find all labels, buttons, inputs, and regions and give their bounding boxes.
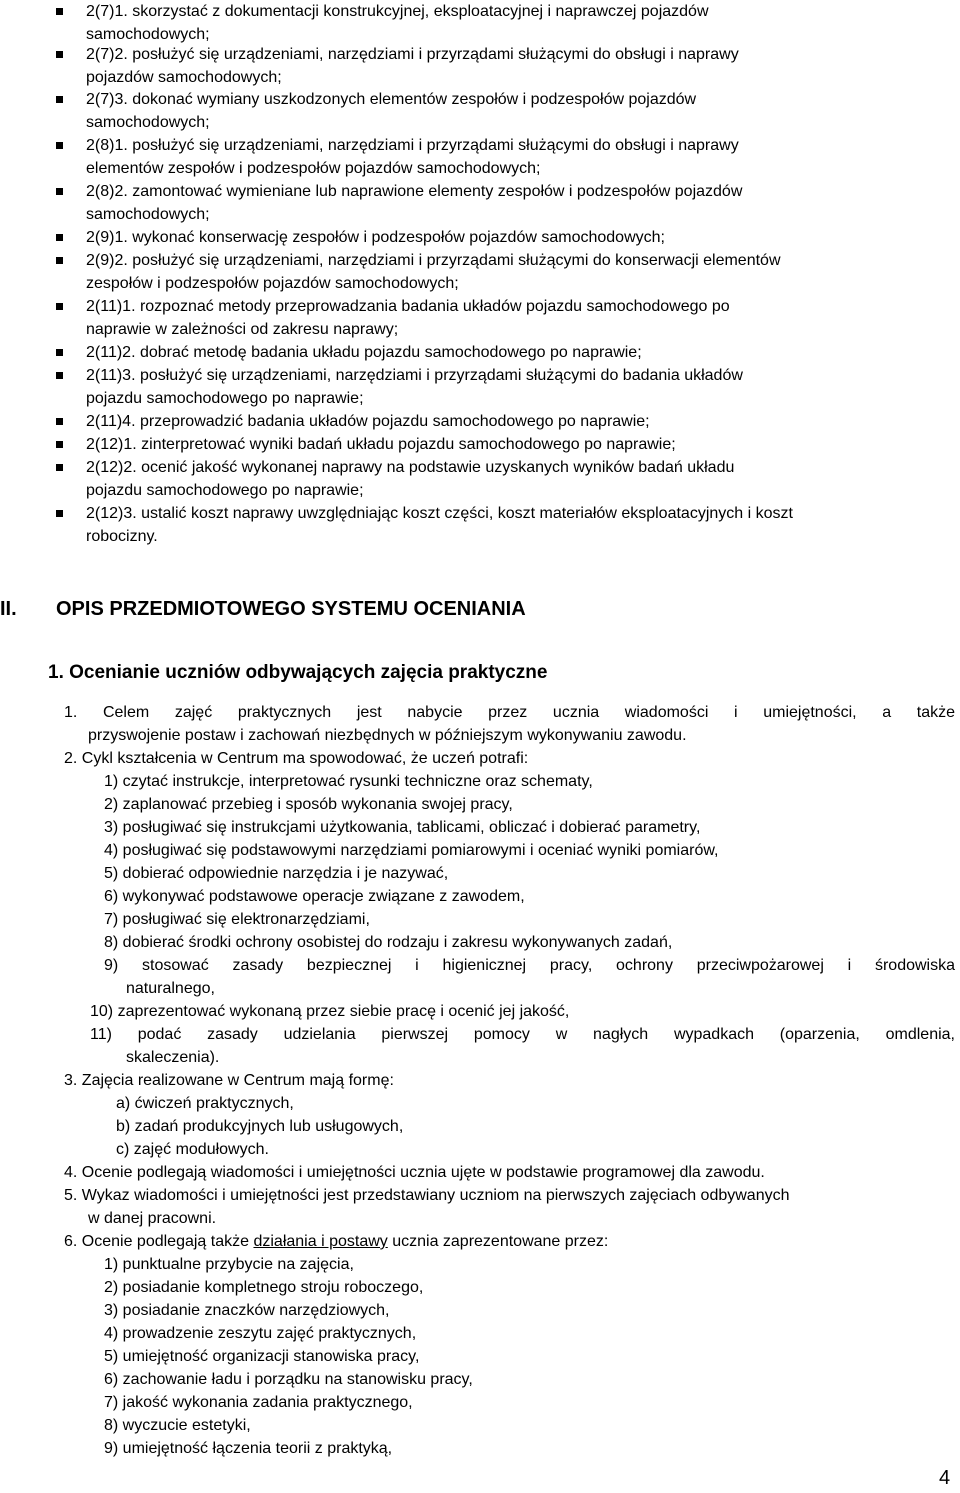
list-item: 6) zachowanie ładu i porządku na stanowisku pracy,	[104, 1371, 473, 1388]
square-bullet-icon	[56, 188, 63, 195]
list-item: 8) dobierać środki ochrony osobistej do rodzaju i zakresu wykonywanych zadań,	[104, 934, 673, 951]
bullet-text: 2(11)2. dobrać metodę badania układu pojazdu samochodowego po naprawie;	[86, 344, 642, 361]
bullet-text: naprawie w zależności od zakresu naprawy;	[86, 321, 399, 338]
square-bullet-icon	[56, 349, 63, 356]
bullet-item	[86, 456, 954, 502]
square-bullet-icon	[56, 418, 63, 425]
bullet-text: 2(12)1. zinterpretować wyniki badań układu pojazdu samochodowego po naprawie;	[86, 436, 676, 453]
list-item-continuation: skaleczenia).	[126, 1049, 220, 1066]
bullet-item	[86, 433, 954, 456]
list-item: 2) posiadanie kompletnego stroju roboczego,	[104, 1279, 424, 1296]
list-item: 4) prowadzenie zeszytu zajęć praktycznych,	[104, 1325, 417, 1342]
list-item: 5) dobierać odpowiednie narzędzia i je nazywać,	[104, 865, 449, 882]
paragraph-1-line-2: przyswojenie postaw i zachowań niezbędnych w późniejszym wykonywaniu zawodu.	[88, 727, 687, 744]
bullet-text: elementów zespołów i podzespołów pojazdów samochodowych;	[86, 160, 541, 177]
list-item: 3) posługiwać się instrukcjami użytkowania, tablicami, obliczać i dobierać parametry,	[104, 819, 701, 836]
paragraph-5-line-2: w danej pracowni.	[88, 1210, 217, 1227]
bullet-item	[86, 410, 954, 433]
bullet-text: robocizny.	[86, 528, 158, 545]
square-bullet-icon	[56, 234, 63, 241]
paragraph-6-end: ucznia zaprezentowane przez:	[387, 1233, 609, 1250]
section-number: II.	[0, 598, 17, 620]
square-bullet-icon	[56, 257, 63, 264]
square-bullet-icon	[56, 8, 63, 15]
paragraph-2: 2. Cykl kształcenia w Centrum ma spowodować, że uczeń potrafi:	[64, 750, 529, 767]
list-item: 9) stosować zasady bezpiecznej i higienicznej pracy, ochrony przeciwpożarowej i środowiska	[104, 957, 955, 974]
bullet-text: 2(11)1. rozpoznać metody przeprowadzania badania układów pojazdu samochodowego po	[86, 298, 730, 315]
bullet-item	[86, 226, 954, 249]
bullet-text: 2(8)1. posłużyć się urządzeniami, narzędziami i przyrządami służącymi do obsługi i naprawy	[86, 137, 739, 154]
list-item: 3) posiadanie znaczków narzędziowych,	[104, 1302, 390, 1319]
square-bullet-icon	[56, 96, 63, 103]
bullet-text: 2(11)3. posłużyć się urządzeniami, narzędziami i przyrządami służącymi do badania układów	[86, 367, 743, 384]
paragraph-6-underlined: działania i postawy	[253, 1233, 388, 1250]
bullet-text: 2(7)2. posłużyć się urządzeniami, narzędziami i przyrządami służącymi do obsługi i naprawy	[86, 46, 739, 63]
bullet-item	[86, 0, 954, 46]
bullet-text: 2(7)3. dokonać wymiany uszkodzonych elementów zespołów i podzespołów pojazdów	[86, 91, 697, 108]
bullet-item	[86, 364, 954, 410]
list-item: 2) zaplanować przebieg i sposób wykonania swojej pracy,	[104, 796, 513, 813]
list-item: 1) punktualne przybycie na zajęcia,	[104, 1256, 354, 1273]
bullet-text: zespołów i podzespołów pojazdów samochodowych;	[86, 275, 459, 292]
square-bullet-icon	[56, 441, 63, 448]
square-bullet-icon	[56, 372, 63, 379]
bullet-item	[86, 180, 954, 226]
square-bullet-icon	[56, 142, 63, 149]
list-item: 7) posługiwać się elektronarzędziami,	[104, 911, 370, 928]
bullet-text: 2(7)1. skorzystać z dokumentacji konstrukcyjnej, eksploatacyjnej i naprawczej pojazdów	[86, 3, 709, 20]
paragraph-6-start: 6. Ocenie podlegają także	[64, 1233, 254, 1250]
square-bullet-icon	[56, 464, 63, 471]
paragraph-5-line-1: 5. Wykaz wiadomości i umiejętności jest przedstawiany uczniom na pierwszych zajęciach odbywanych	[64, 1187, 790, 1204]
list-item-continuation: naturalnego,	[126, 980, 215, 997]
bullet-text: 2(9)2. posłużyć się urządzeniami, narzędziami i przyrządami służącymi do konserwacji elementów	[86, 252, 781, 269]
list-item: 5) umiejętność organizacji stanowiska pracy,	[104, 1348, 420, 1365]
list-item: 9) umiejętność łączenia teorii z praktyką,	[104, 1440, 393, 1457]
list-item: 7) jakość wykonania zadania praktycznego,	[104, 1394, 413, 1411]
list-item: 4) posługiwać się podstawowymi narzędziami pomiarowymi i oceniać wyniki pomiarów,	[104, 842, 719, 859]
bullet-text: 2(12)3. ustalić koszt naprawy uwzględniając koszt części, koszt materiałów eksploatacyjnych i koszt	[86, 505, 793, 522]
bullet-item	[86, 249, 954, 295]
list-item: 1) czytać instrukcje, interpretować rysunki techniczne oraz schematy,	[104, 773, 593, 790]
square-bullet-icon	[56, 51, 63, 58]
section-title: OPIS PRZEDMIOTOWEGO SYSTEMU OCENIANIA	[56, 598, 526, 620]
page-number: 4	[939, 1467, 951, 1489]
list-item: c) zajęć modułowych.	[116, 1141, 269, 1158]
list-item: a) ćwiczeń praktycznych,	[116, 1095, 294, 1112]
bullet-text: 2(9)1. wykonać konserwację zespołów i podzespołów pojazdów samochodowych;	[86, 229, 665, 246]
bullet-item	[86, 88, 954, 134]
square-bullet-icon	[56, 303, 63, 310]
paragraph-6	[64, 1230, 608, 1253]
bullet-item	[86, 43, 954, 89]
paragraph-1-line-1: 1. Celem zajęć praktycznych jest nabycie przez ucznia wiadomości i umiejętności, a także	[64, 704, 955, 721]
bullet-text: 2(12)2. ocenić jakość wykonanej naprawy na podstawie uzyskanych wyników badań układu	[86, 459, 735, 476]
list-item: 8) wyczucie estetyki,	[104, 1417, 251, 1434]
subsection-title: 1. Ocenianie uczniów odbywających zajęcia praktyczne	[48, 662, 548, 683]
bullet-item	[86, 502, 954, 548]
bullet-text: 2(8)2. zamontować wymieniane lub naprawione elementy zespołów i podzespołów pojazdów	[86, 183, 743, 200]
bullet-text: samochodowych;	[86, 206, 210, 223]
bullet-text: pojazdów samochodowych;	[86, 69, 282, 86]
list-item: 11) podać zasady udzielania pierwszej pomocy w nagłych wypadkach (oparzenia, omdlenia,	[90, 1026, 955, 1043]
bullet-text: pojazdu samochodowego po naprawie;	[86, 390, 364, 407]
bullet-text: pojazdu samochodowego po naprawie;	[86, 482, 364, 499]
square-bullet-icon	[56, 510, 63, 517]
paragraph-4: 4. Ocenie podlegają wiadomości i umiejętności ucznia ujęte w podstawie programowej dla zawodu.	[64, 1164, 765, 1181]
bullet-text: 2(11)4. przeprowadzić badania układów pojazdu samochodowego po naprawie;	[86, 413, 650, 430]
bullet-item	[86, 341, 954, 364]
list-item: b) zadań produkcyjnych lub usługowych,	[116, 1118, 404, 1135]
list-item: 10) zaprezentować wykonaną przez siebie pracę i ocenić jej jakość,	[90, 1003, 570, 1020]
bullet-text: samochodowych;	[86, 26, 210, 43]
paragraph-3: 3. Zajęcia realizowane w Centrum mają formę:	[64, 1072, 394, 1089]
bullet-item	[86, 134, 954, 180]
bullet-text: samochodowych;	[86, 114, 210, 131]
list-item: 6) wykonywać podstawowe operacje związane z zawodem,	[104, 888, 525, 905]
bullet-item	[86, 295, 954, 341]
